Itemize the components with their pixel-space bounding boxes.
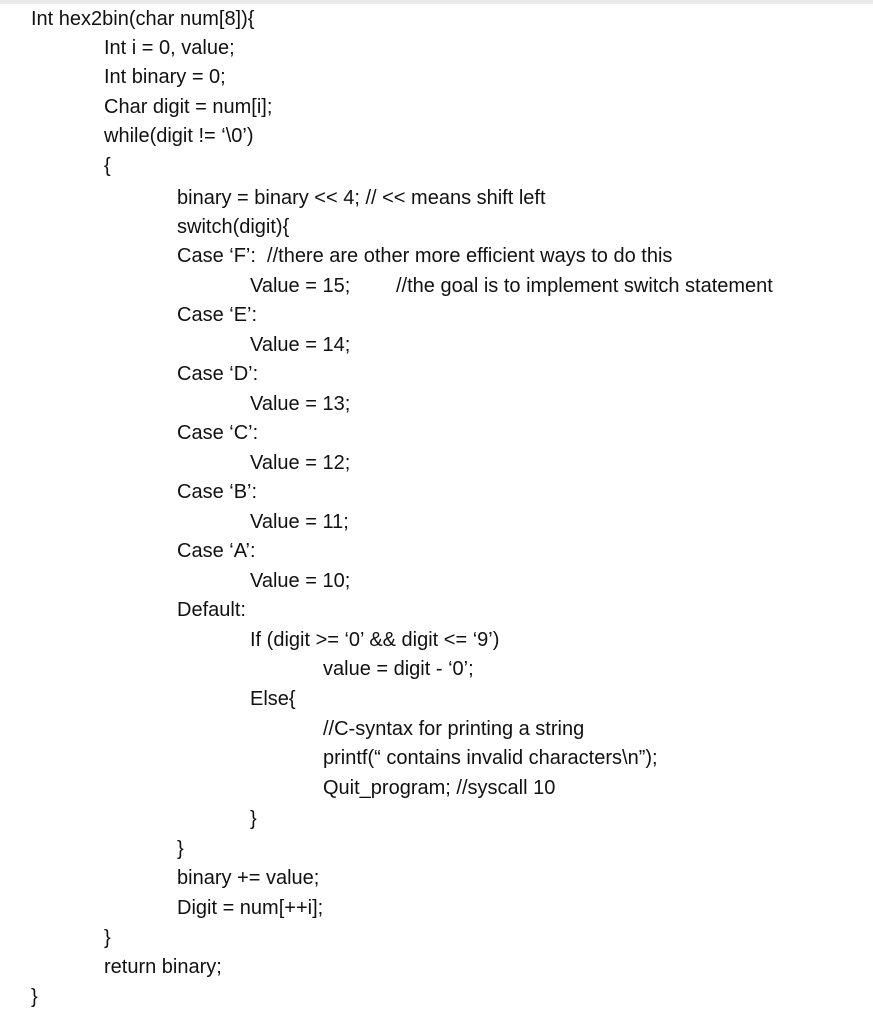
code-line: Else{ [250, 688, 296, 710]
code-line: binary = binary << 4; // << means shift left [177, 187, 546, 209]
code-line: { [104, 155, 111, 177]
code-line: } [31, 986, 38, 1008]
code-line: Case ‘E’: [177, 304, 258, 326]
code-line: Value = 10; [250, 570, 351, 592]
code-line: Default: [177, 599, 246, 621]
code-line: Value = 15; [250, 275, 351, 297]
code-line: while(digit != ‘\0’) [104, 125, 254, 147]
code-line: Digit = num[++i]; [177, 897, 324, 919]
code-comment: //the goal is to implement switch statement [396, 275, 773, 297]
code-line: } [104, 927, 111, 949]
code-line: Case ‘B’: [177, 481, 258, 503]
code-line: binary += value; [177, 867, 320, 889]
code-line: } [250, 808, 257, 830]
code-line: } [177, 838, 184, 860]
code-line: Int i = 0, value; [104, 37, 235, 59]
code-line: Char digit = num[i]; [104, 96, 273, 118]
code-line: return binary; [104, 956, 222, 978]
code-line: switch(digit){ [177, 216, 290, 238]
code-line: value = digit - ‘0’; [323, 658, 474, 680]
code-line: Case ‘A’: [177, 540, 256, 562]
code-line: Case ‘C’: [177, 422, 259, 444]
code-line: Quit_program; //syscall 10 [323, 777, 556, 799]
code-line: Value = 11; [250, 511, 349, 533]
code-line: If (digit >= ‘0’ && digit <= ‘9’) [250, 629, 500, 651]
code-line: Int binary = 0; [104, 66, 226, 88]
code-line: Value = 12; [250, 452, 351, 474]
code-line: Case ‘F’: //there are other more efficient ways to do this [177, 245, 673, 267]
code-line: Int hex2bin(char num[8]){ [31, 8, 255, 30]
code-line: Case ‘D’: [177, 363, 259, 385]
code-line: Value = 13; [250, 393, 351, 415]
code-line: //C-syntax for printing a string [323, 718, 585, 740]
code-line: Value = 14; [250, 334, 351, 356]
code-line: printf(“ contains invalid characters\n”); [323, 747, 658, 769]
